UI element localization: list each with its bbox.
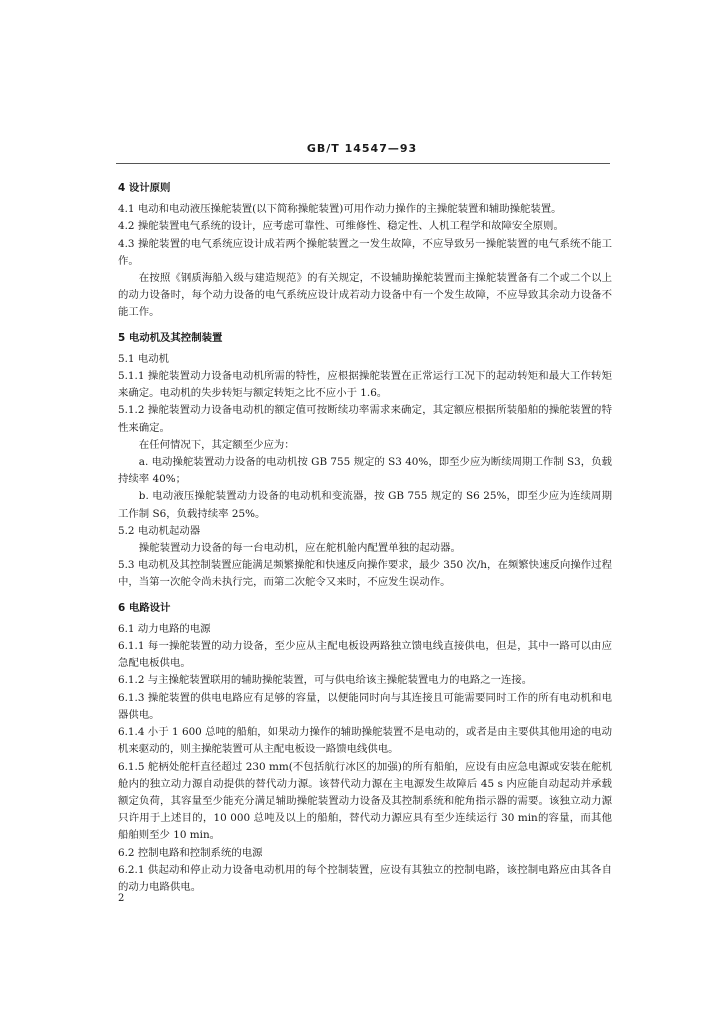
- clause-4-1: 4.1 电动和电动液压操舵装置(以下简称操舵装置)可用作动力操作的主操舵装置和辅助操舵装置。: [118, 203, 562, 216]
- document-body: [118, 180, 612, 896]
- clause-5-1-2-item-a: a. 电动操舵装置动力设备的电动机按 GB 755 规定的 S3 40%，即至少应为断续周期工作制 S3，负载持续率 40%；: [118, 456, 612, 486]
- section-heading-6: 6 电路设计: [118, 601, 171, 614]
- clause-6-1-1: 6.1.1 每一操舵装置的动力设备，至少应从主配电板设两路独立馈电线直接供电，但是，其中一路可以由应急配电板供电。: [118, 640, 612, 670]
- header-rule: [116, 163, 610, 164]
- clause-5-1-1: 5.1.1 操舵装置动力设备电动机所需的特性，应根据操舵装置在正常运行工况下的起动转矩和最大工作转矩来确定。电动机的失步转矩与额定转矩之比不应小于 1.6。: [118, 370, 612, 400]
- clause-5-1-2: 5.1.2 操舵装置动力设备电动机的额定值可按断续功率需求来确定，其定额应根据所装船舶的操舵装置的特性来确定。: [118, 404, 612, 434]
- clause-6-1-3: 6.1.3 操舵装置的供电电路应有足够的容量，以便能同时向与其连接且可能需要同时工作的所有电动机和电器供电。: [118, 691, 612, 721]
- clause-6-1-5: 6.1.5 舵柄处舵杆直径超过 230 mm(不包括航行冰区的加强)的所有船舶，应设有由应急电源或安装在舵机舱内的独立动力源自动提供的替代动力源。该替代动力源在主电源发生故障后 45 s 内应能自动起动并承载额定负荷，其容量至少能充分满足辅助操舵装置动力设备及其控制系统和舵角指示器的需要。该独立动力源只许用于上述目的，10 000 总吨及以上的船舶，替代动力源应具有至少连续运行 30 min的容量，而其他船舶则至少 10 min。: [118, 760, 612, 842]
- clause-6-1-4: 6.1.4 小于 1 600 总吨的船舶，如果动力操作的辅助操舵装置不是电动的，或者是由主要供其他用途的电动机来驱动的，则主操舵装置可从主配电板设一路馈电线供电。: [118, 726, 612, 756]
- page-number: 2: [118, 893, 125, 904]
- clause-5-3: 5.3 电动机及其控制装置应能满足频繁操舵和快速反向操作要求，最少 350 次/h，在频繁快速反向操作过程中，当第一次舵令尚未执行完，而第二次舵令又来时，不应发生误动作。: [118, 559, 612, 589]
- clause-5-1: 5.1 电动机: [118, 352, 169, 365]
- clause-6-1: 6.1 动力电路的电源: [118, 622, 211, 635]
- clause-4-3-continuation: 在按照《钢质海船入级与建造规范》的有关规定，不设辅助操舵装置而主操舵装置备有二个或二个以上的动力设备时，每个动力设备的电气系统应设计成若动力设备中有一个发生故障，不应导致其余动力设备不能工作。: [118, 272, 612, 319]
- clause-6-2: 6.2 控制电路和控制系统的电源: [118, 846, 263, 859]
- clause-5-2-body: 操舵装置动力设备的每一台电动机，应在舵机舱内配置单独的起动器。: [138, 542, 461, 555]
- clause-6-2-1: 6.2.1 供起动和停止动力设备电动机用的每个控制装置，应设有其独立的控制电路，该控制电路应由其各自的动力电路供电。: [118, 863, 612, 893]
- clause-4-2: 4.2 操舵装置电气系统的设计，应考虑可靠性、可维修性、稳定性、人机工程学和故障安全原则。: [118, 220, 564, 233]
- clause-5-1-2-item-b: b. 电动液压操舵装置动力设备的电动机和变流器，按 GB 755 规定的 S6 25%，即至少应为连续周期工作制 S6，负载持续率 25%。: [118, 490, 612, 520]
- clause-5-2: 5.2 电动机起动器: [118, 524, 201, 537]
- standard-code-header: GB/T 14547—93: [306, 142, 418, 155]
- section-heading-4: 4 设计原则: [118, 182, 171, 194]
- section-heading-5: 5 电动机及其控制装置: [118, 331, 223, 344]
- clause-4-3: 4.3 操舵装置的电气系统应设计成若两个操舵装置之一发生故障，不应导致另一操舵装置的电气系统不能工作。: [118, 237, 612, 267]
- clause-6-1-2: 6.1.2 与主操舵装置联用的辅助操舵装置，可与供电给该主操舵装置电力的电路之一连接。: [118, 674, 533, 687]
- clause-5-1-2-rating: 在任何情况下，其定额至少应为：: [138, 438, 295, 451]
